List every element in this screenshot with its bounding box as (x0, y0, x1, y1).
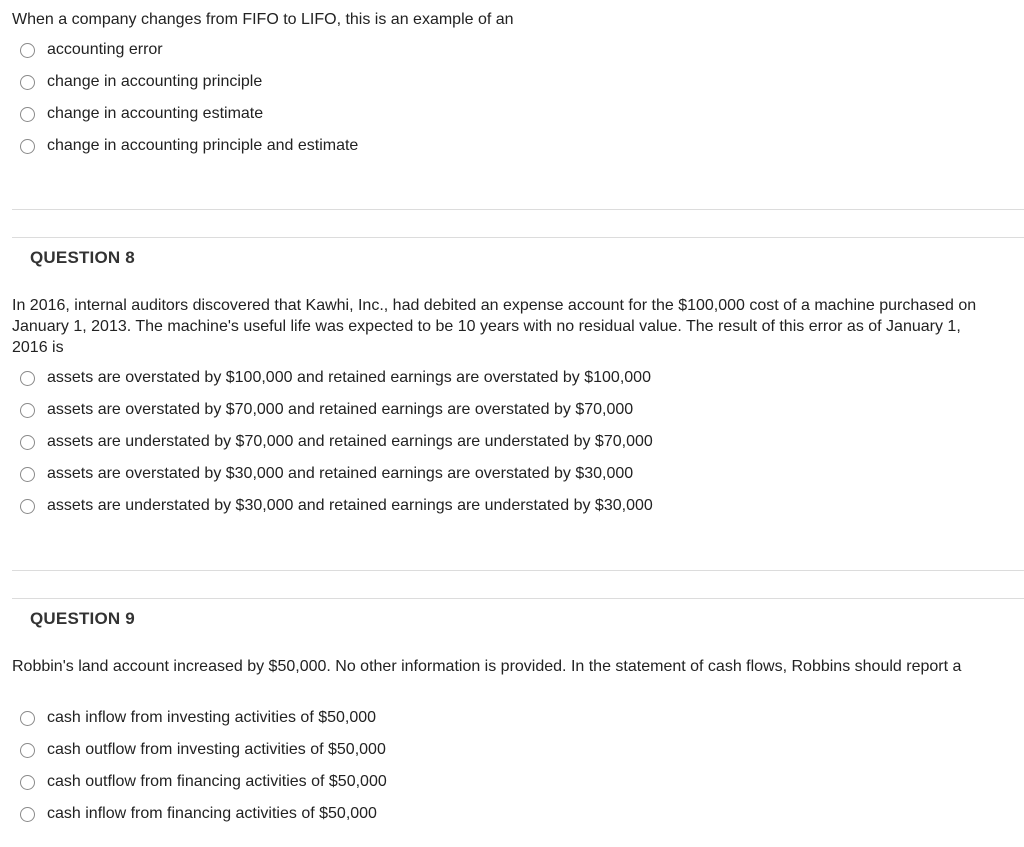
q9-option-2[interactable] (20, 734, 387, 766)
option-label: assets are understated by $30,000 and retained earnings are understated by $30,000 (47, 497, 653, 514)
divider (12, 237, 1024, 238)
option-label: cash inflow from financing activities of $50,000 (47, 805, 377, 822)
question-8-options (20, 362, 653, 522)
q9-option-1[interactable] (20, 702, 387, 734)
divider (12, 598, 1024, 599)
option-label: assets are understated by $70,000 and retained earnings are understated by $70,000 (47, 433, 653, 450)
option-label: accounting error (47, 41, 163, 58)
q7-option-3[interactable] (20, 98, 358, 130)
question-9-options (20, 702, 387, 830)
radio-button[interactable] (20, 75, 35, 90)
question-8-text: In 2016, internal auditors discovered that Kawhi, Inc., had debited an expense account for the $100,000 cost of a machine purchased on January 1, 2013. The machine's useful life was expected to be 10 years with no residual value. The result of this error as of January 1, 2016 is (12, 297, 977, 356)
option-label: cash outflow from financing activities of $50,000 (47, 773, 387, 790)
q8-option-1[interactable] (20, 362, 653, 394)
radio-button[interactable] (20, 43, 35, 58)
option-label: change in accounting principle and estimate (47, 137, 359, 154)
q9-option-4[interactable] (20, 798, 387, 830)
radio-button[interactable] (20, 499, 35, 514)
radio-button[interactable] (20, 107, 35, 122)
question-9-header: QUESTION 9 (30, 609, 135, 628)
q7-option-2[interactable] (20, 66, 358, 98)
question-7-text: When a company changes from FIFO to LIFO, this is an example of an (12, 11, 514, 28)
radio-button[interactable] (20, 435, 35, 450)
option-label: assets are overstated by $30,000 and retained earnings are overstated by $30,000 (47, 465, 634, 482)
q8-option-5[interactable] (20, 490, 653, 522)
option-label: change in accounting estimate (47, 105, 264, 122)
radio-button[interactable] (20, 807, 35, 822)
radio-button[interactable] (20, 371, 35, 386)
q8-option-3[interactable] (20, 426, 653, 458)
question-7-options (20, 34, 358, 162)
q9-option-3[interactable] (20, 766, 387, 798)
radio-button[interactable] (20, 711, 35, 726)
option-label: assets are overstated by $70,000 and retained earnings are overstated by $70,000 (47, 401, 634, 418)
radio-button[interactable] (20, 467, 35, 482)
radio-button[interactable] (20, 403, 35, 418)
radio-button[interactable] (20, 139, 35, 154)
divider (12, 209, 1024, 210)
question-8-header: QUESTION 8 (30, 248, 135, 267)
radio-button[interactable] (20, 775, 35, 790)
radio-button[interactable] (20, 743, 35, 758)
q8-option-2[interactable] (20, 394, 653, 426)
divider (12, 570, 1024, 571)
option-label: change in accounting principle (47, 73, 263, 90)
question-9-text: Robbin's land account increased by $50,000. No other information is provided. In the statement of cash flows, Robbins should report a (12, 658, 962, 675)
option-label: cash inflow from investing activities of $50,000 (47, 709, 377, 726)
option-label: cash outflow from investing activities of $50,000 (47, 741, 386, 758)
q7-option-4[interactable] (20, 130, 358, 162)
q8-option-4[interactable] (20, 458, 653, 490)
q7-option-1[interactable] (20, 34, 358, 66)
option-label: assets are overstated by $100,000 and retained earnings are overstated by $100,000 (47, 369, 651, 386)
